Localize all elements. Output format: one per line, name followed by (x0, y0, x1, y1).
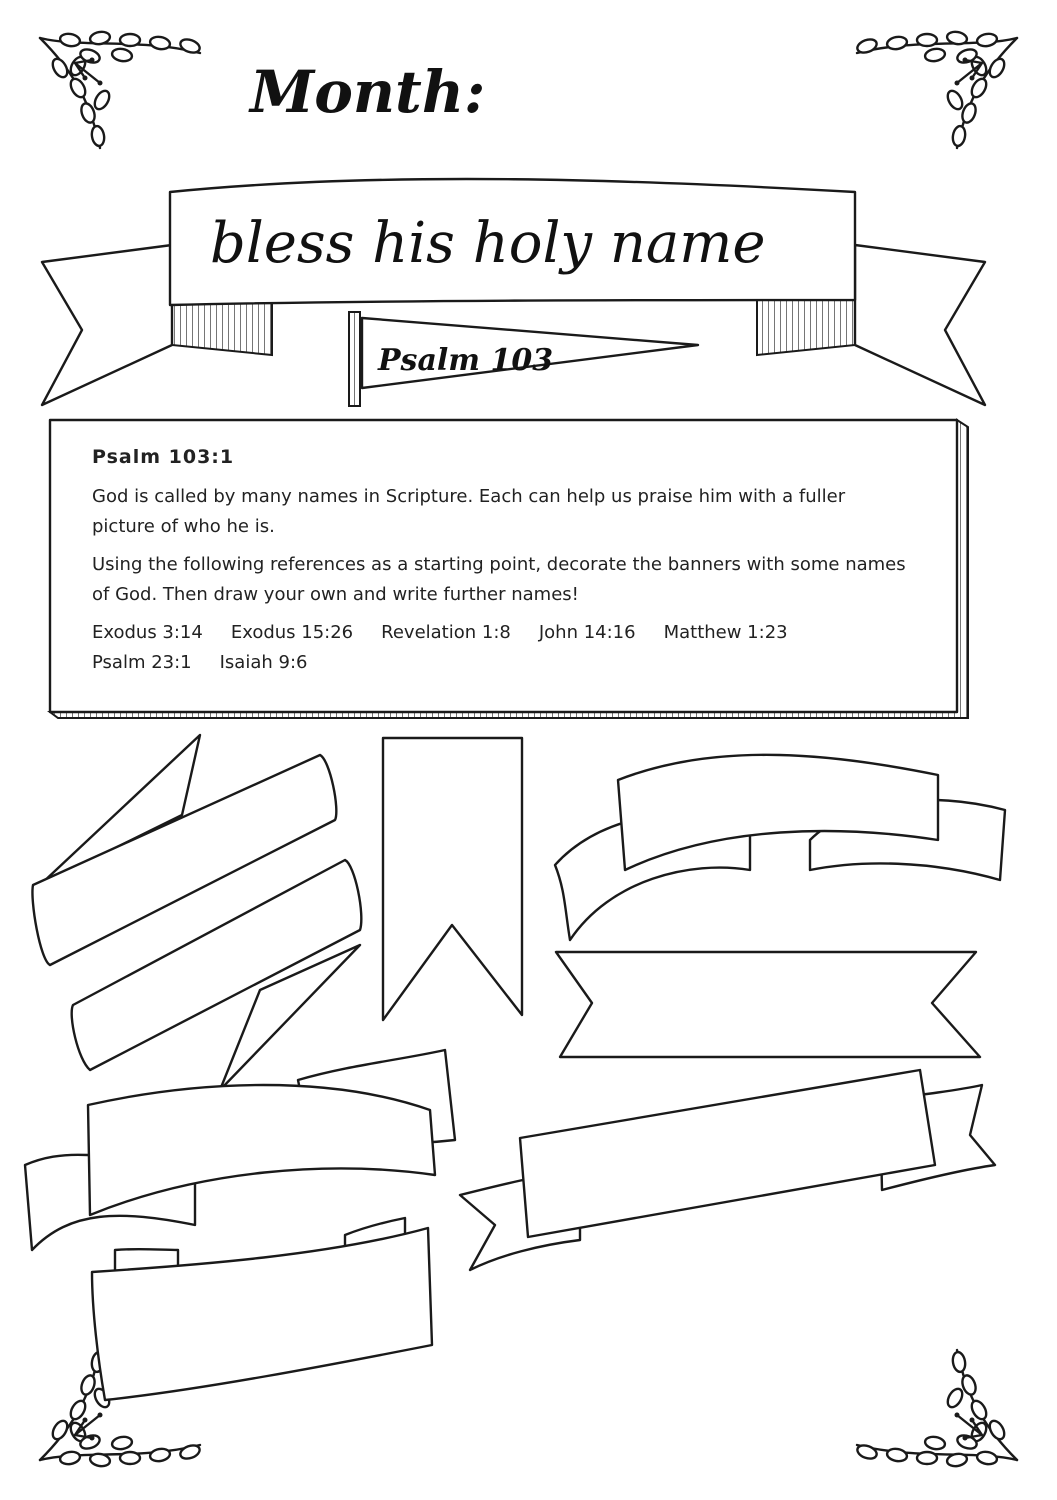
blank-banner-bookmark[interactable] (383, 738, 522, 1020)
reference-item: Revelation 1:8 (381, 622, 511, 643)
corner-vine-top-right-icon (856, 30, 1017, 148)
reference-item: Exodus 3:14 (92, 622, 203, 643)
banner-title: bless his holy name (210, 211, 766, 276)
info-box (92, 442, 912, 678)
info-box-reference: Psalm 103:1 (92, 446, 235, 468)
month-label: Month: (250, 58, 486, 126)
reference-item: Isaiah 9:6 (219, 652, 308, 673)
blank-banner-wave-top-right[interactable] (555, 755, 1005, 940)
info-paragraph-2: Using the following references as a starting point, decorate the banners with some names of God. Then draw your own and write further names! (92, 554, 906, 605)
pennant-label: Psalm 103 (378, 343, 554, 378)
blank-banner-notched[interactable] (556, 952, 980, 1057)
corner-vine-top-left-icon (40, 30, 201, 148)
info-paragraph-1: God is called by many names in Scripture. Each can help us praise him with a fuller picture of who he is. (92, 486, 846, 537)
reference-item: Matthew 1:23 (663, 622, 788, 643)
corner-vine-bottom-right-icon (856, 1350, 1017, 1468)
reference-list (92, 618, 812, 678)
blank-banner-tilted-long[interactable] (460, 1070, 995, 1270)
reference-item: Exodus 15:26 (230, 622, 354, 643)
reference-item: Psalm 23:1 (92, 652, 192, 673)
blank-banner-scroll-bottom[interactable] (92, 1218, 432, 1400)
reference-item: John 14:16 (538, 622, 636, 643)
